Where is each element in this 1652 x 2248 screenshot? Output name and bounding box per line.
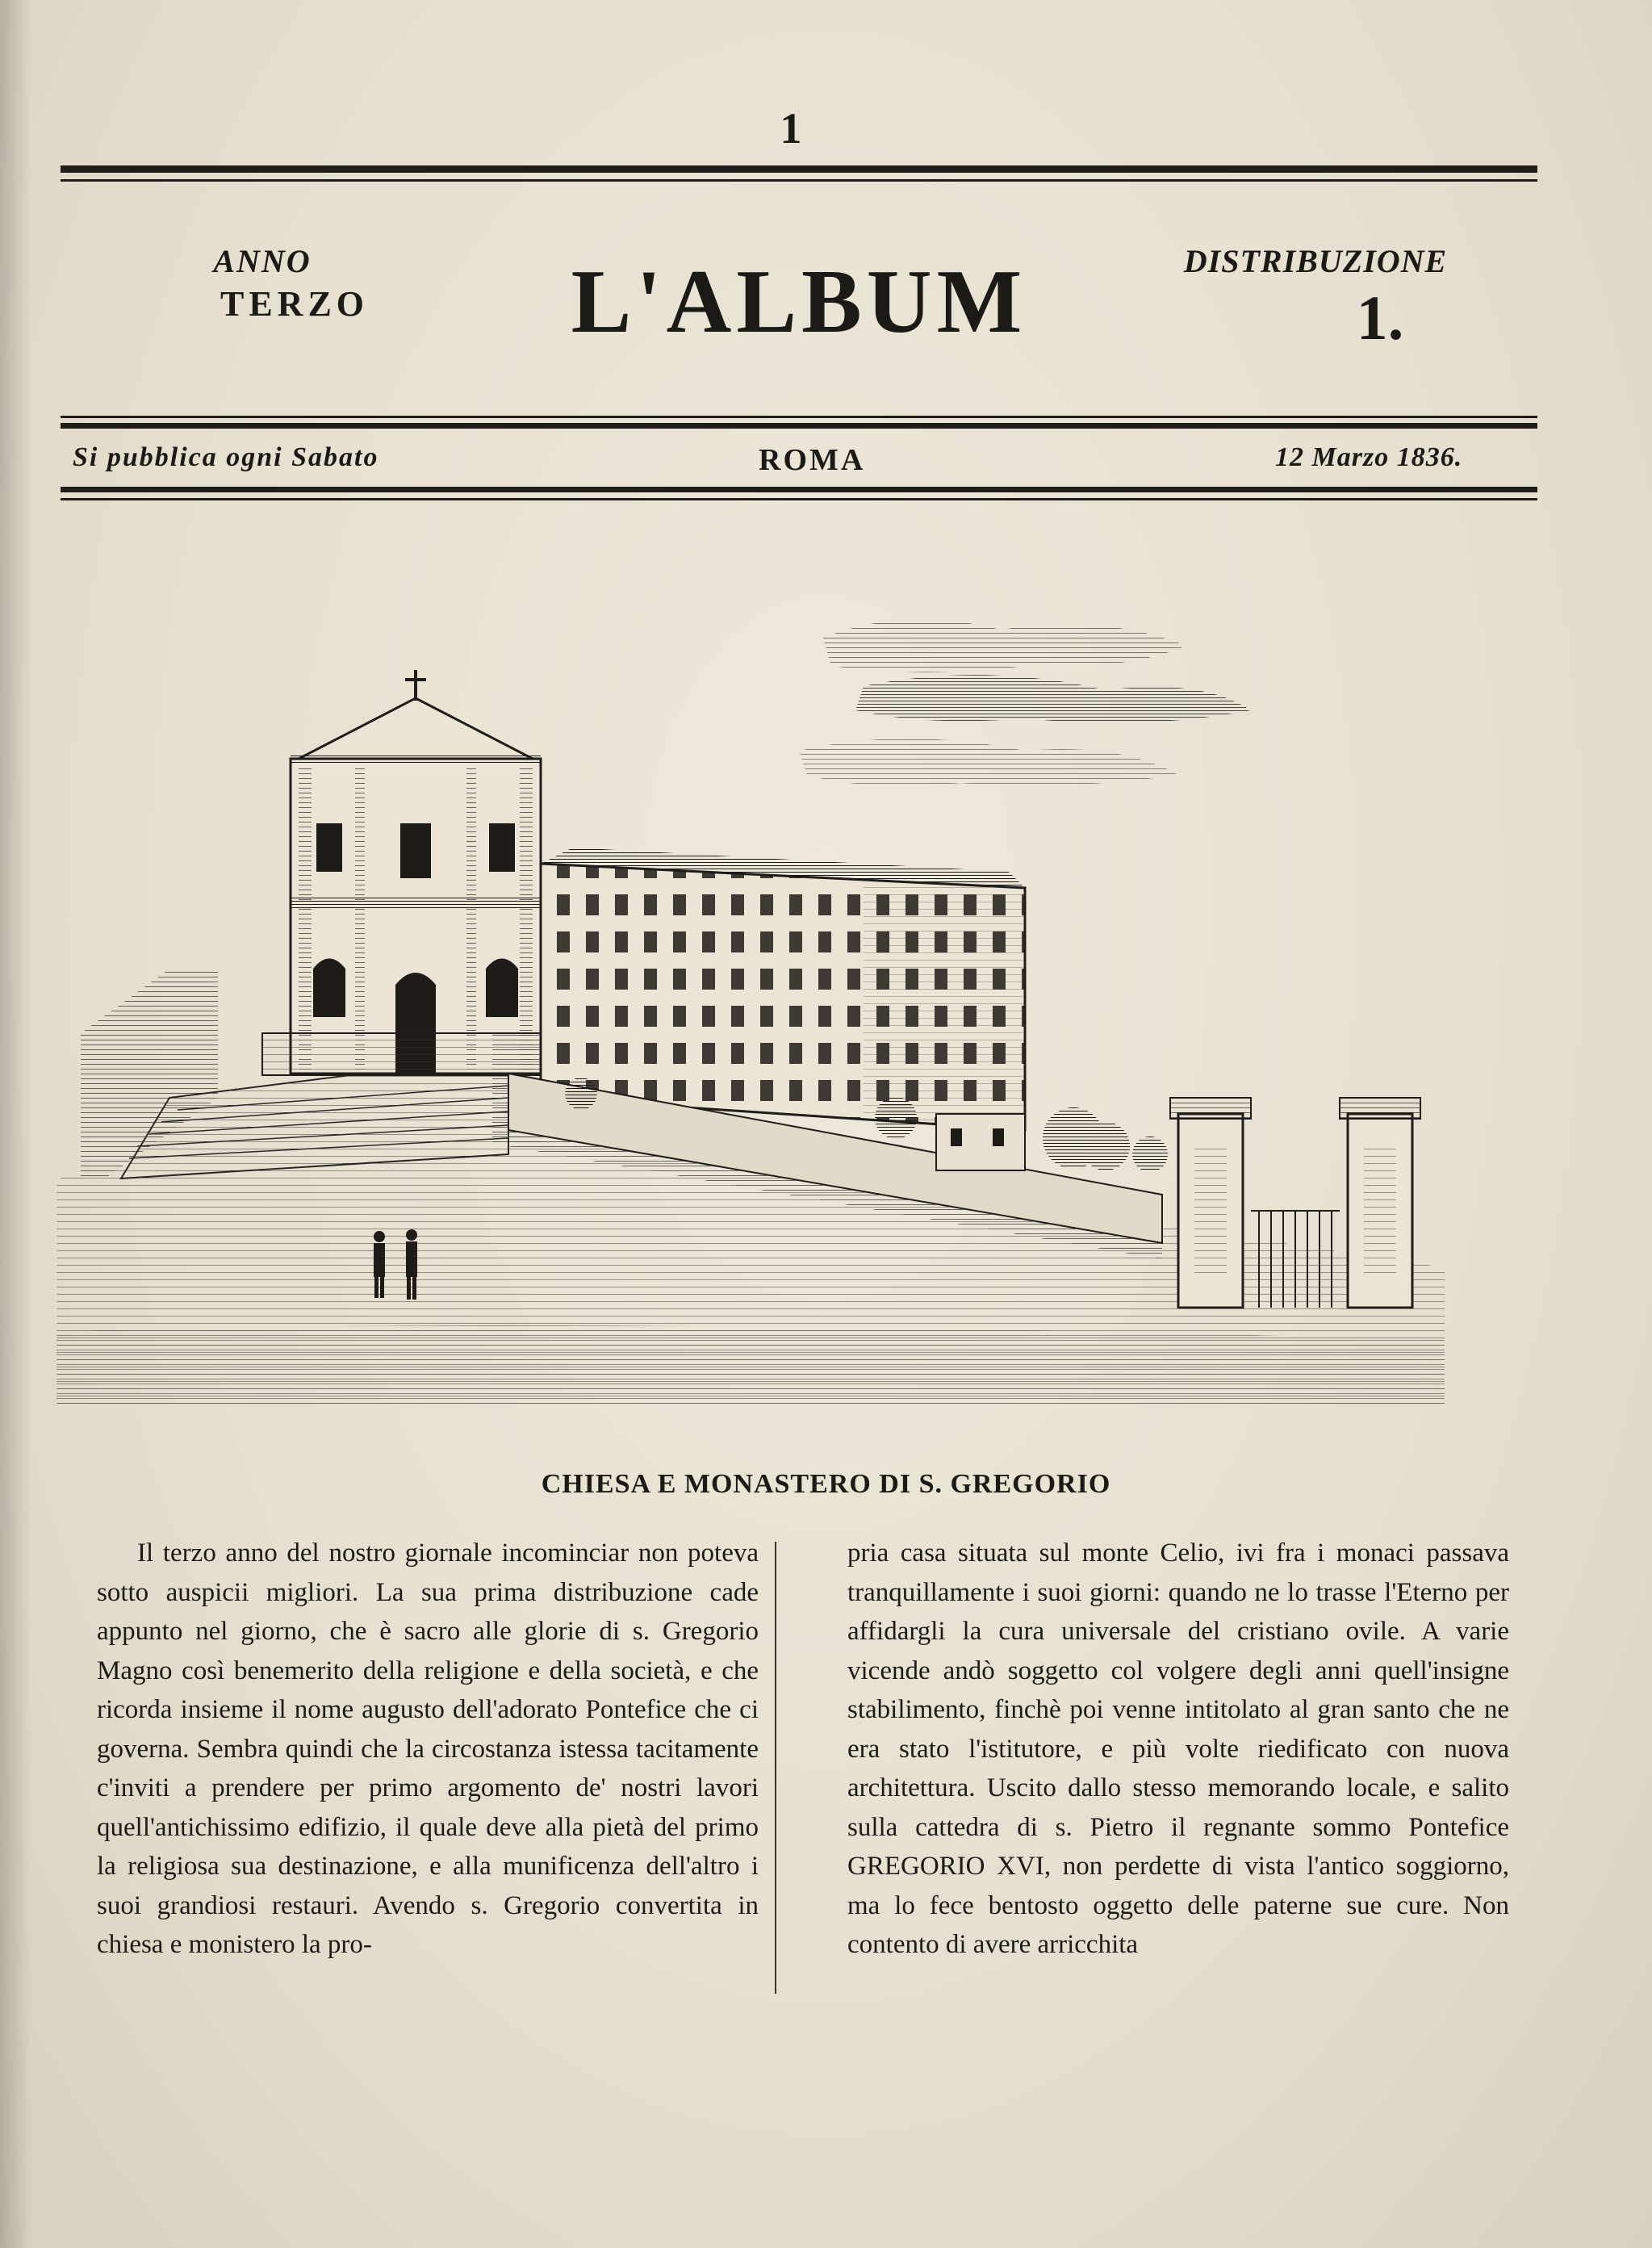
publication-date: 12 Marzo 1836. [1275, 442, 1463, 472]
subhead-rule-top-thick [61, 423, 1537, 429]
issue-number: 1. [1356, 283, 1404, 353]
top-rule-thick [61, 165, 1537, 173]
subhead-rule-bottom-thick [61, 487, 1537, 492]
newspaper-title: L'ALBUM [571, 252, 1027, 352]
masthead-year [186, 242, 404, 324]
top-rule-thin [61, 179, 1537, 182]
engraving-church-monastery [56, 517, 1445, 1404]
binding-shadow [0, 0, 32, 2248]
clouds [799, 619, 1251, 785]
publication-city: ROMA [759, 443, 866, 477]
article-column-right: pria casa situata sul monte Celio, ivi fra i monaci passava tranquillamente i suoi giorni: quando ne lo trasse l'Eterno per affidargli la cura universale del cristiano ovile. A varie vicende andò soggetto col volgere degli anni quell'insigne stabilimento, finchè poi venne intitolato al gran santo che ne era stato l'istitutore, e più volte riedificato con nuova architettura. Uscito dallo stesso memorando locale, e salito sulla cattedra di s. Pietro il regnante sommo Pontefice GREGORIO XVI, non perdette di vista l'antico soggiorno, ma lo fece bentosto oggetto delle paterne sue cure. Non contento di avere arricchita [847, 1538, 1509, 1959]
page-number: 1 [780, 104, 802, 153]
illustration-caption: CHIESA E MONASTERO DI S. GREGORIO [541, 1469, 1111, 1499]
anno-label: ANNO [213, 243, 312, 279]
subhead-rule-top-thin [61, 416, 1537, 418]
publication-frequency: Si pubblica ogni Sabato [73, 442, 379, 472]
column-divider [775, 1542, 776, 1994]
terzo-label: TERZO [220, 284, 370, 324]
gate [1170, 1098, 1420, 1308]
article-column-left: Il terzo anno del nostro giornale incominciar non poteva sotto auspicii migliori. La sua prima distribuzione cade appunto nel giorno, che è sacro alle glorie di s. Gregorio Magno così benemerito della religione e della società, e che ricorda insieme il nome augusto dell'adorato Pontefice che ci governa. Sembra quindi che la circostanza istessa tacitamente c'inviti a prendere per primo argomento de' nostri lavori quell'antichissimo edifizio, il quale deve alla pietà del primo la religiosa sua destinazione, e alla munificenza dell'altro i suoi grandiosi restauri. Avendo s. Gregorio convertita in chiesa e monistero la pro- [97, 1538, 759, 1959]
distribuzione-label: DISTRIBUZIONE [1183, 243, 1448, 279]
small-house [936, 1114, 1025, 1170]
subhead-rule-bottom-thin [61, 498, 1537, 500]
masthead-issue [1146, 242, 1485, 354]
church-facade [262, 670, 569, 1075]
